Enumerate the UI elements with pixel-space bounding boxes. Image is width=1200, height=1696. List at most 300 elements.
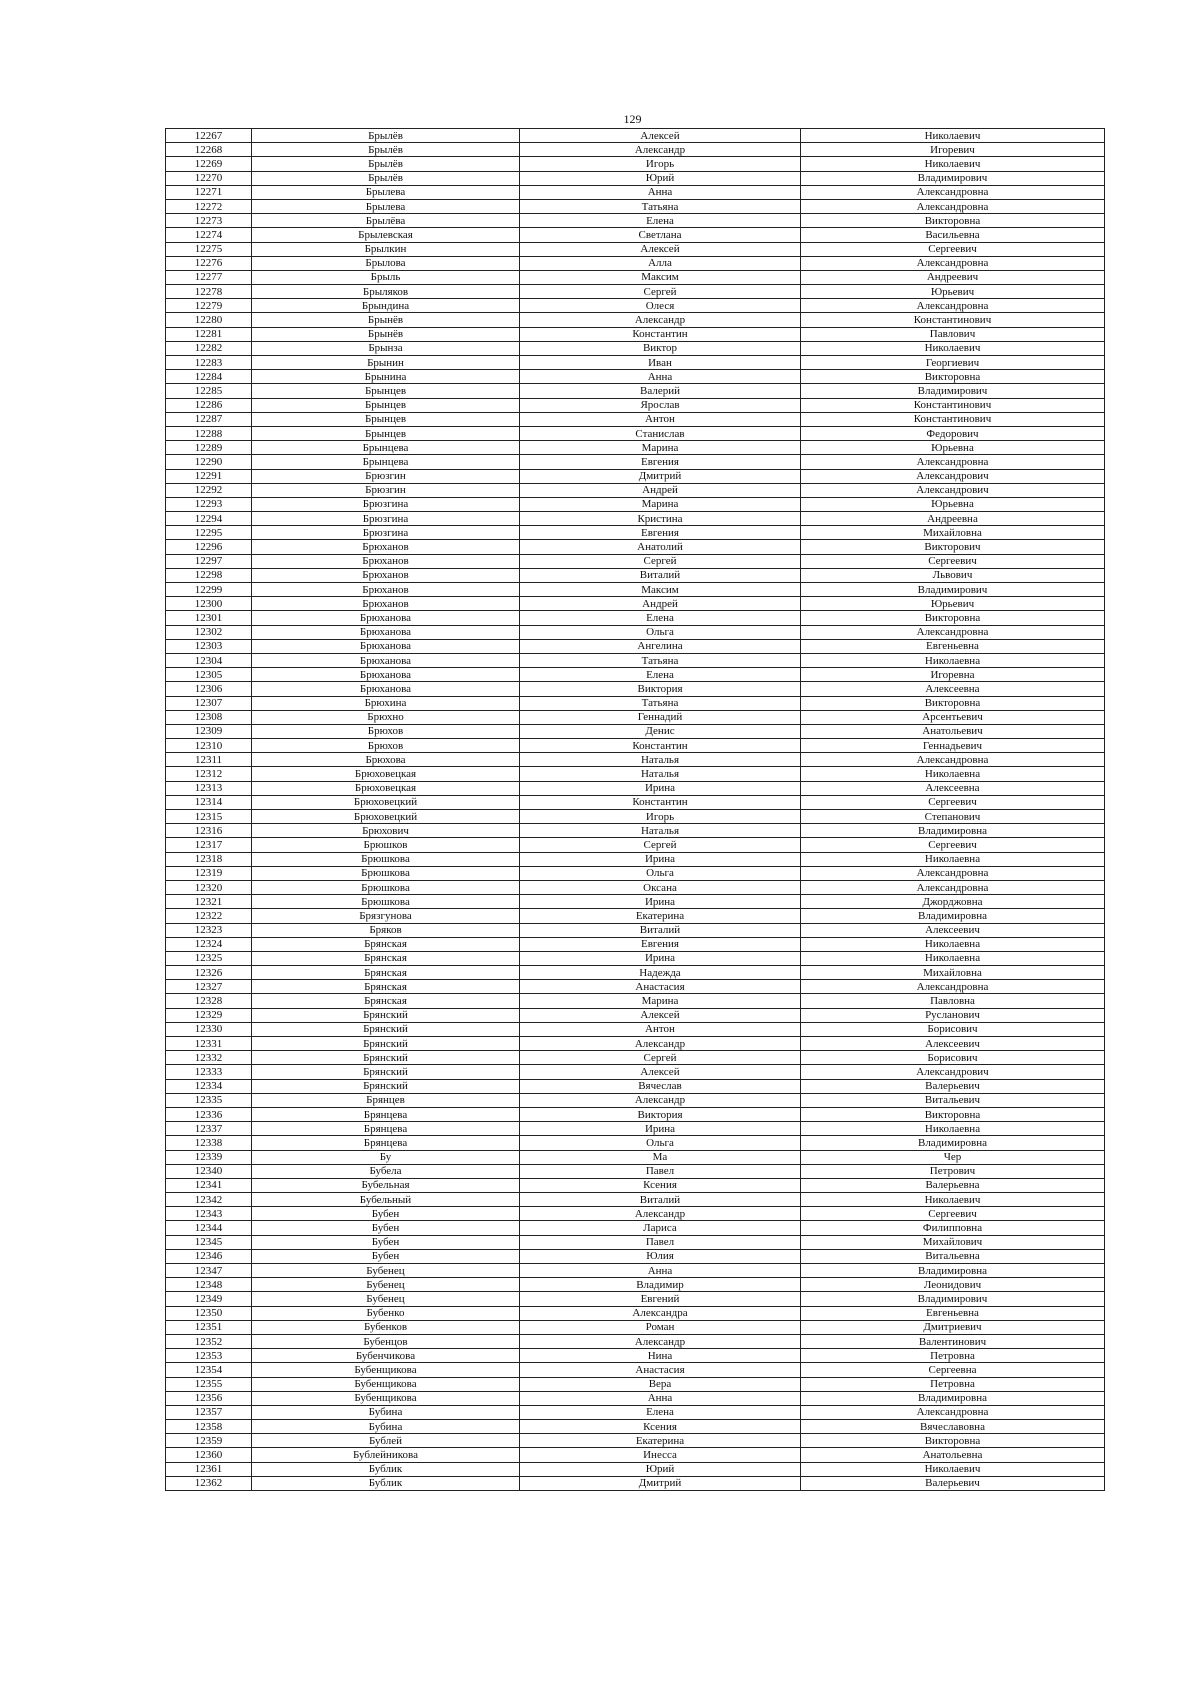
given-name-cell: Вячеслав (520, 1079, 801, 1093)
table-row (166, 1349, 1105, 1363)
surname-cell: Бу (252, 1150, 520, 1164)
patronymic-cell: Вячеславовна (801, 1420, 1105, 1434)
table-row (166, 895, 1105, 909)
table-row (166, 866, 1105, 880)
row-number-cell: 12312 (166, 767, 252, 781)
row-number-cell: 12352 (166, 1334, 252, 1348)
table-row (166, 824, 1105, 838)
patronymic-cell: Сергеевич (801, 242, 1105, 256)
row-number-cell: 12267 (166, 129, 252, 143)
given-name-cell: Ярослав (520, 398, 801, 412)
row-number-cell: 12269 (166, 157, 252, 171)
given-name-cell: Наталья (520, 767, 801, 781)
row-number-cell: 12305 (166, 668, 252, 682)
patronymic-cell: Васильевна (801, 228, 1105, 242)
patronymic-cell: Александрович (801, 483, 1105, 497)
row-number-cell: 12299 (166, 583, 252, 597)
surname-cell: Бубенщикова (252, 1377, 520, 1391)
given-name-cell: Алла (520, 256, 801, 270)
patronymic-cell: Александровна (801, 753, 1105, 767)
table-row (166, 710, 1105, 724)
row-number-cell: 12324 (166, 937, 252, 951)
row-number-cell: 12318 (166, 852, 252, 866)
page-number: 129 (623, 112, 642, 126)
given-name-cell: Анна (520, 1264, 801, 1278)
patronymic-cell: Александровна (801, 299, 1105, 313)
patronymic-cell: Юрьевич (801, 597, 1105, 611)
surname-cell: Бубен (252, 1221, 520, 1235)
surname-cell: Бубенец (252, 1292, 520, 1306)
given-name-cell: Андрей (520, 483, 801, 497)
surname-cell: Брянская (252, 994, 520, 1008)
given-name-cell: Александра (520, 1306, 801, 1320)
given-name-cell: Марина (520, 994, 801, 1008)
table-row (166, 951, 1105, 965)
surname-cell: Брынцев (252, 398, 520, 412)
table-row (166, 214, 1105, 228)
table-row (166, 767, 1105, 781)
surname-cell: Брюхно (252, 710, 520, 724)
given-name-cell: Юлия (520, 1249, 801, 1263)
patronymic-cell: Львович (801, 568, 1105, 582)
given-name-cell: Марина (520, 441, 801, 455)
row-number-cell: 12325 (166, 951, 252, 965)
given-name-cell: Игорь (520, 157, 801, 171)
given-name-cell: Антон (520, 412, 801, 426)
row-number-cell: 12270 (166, 171, 252, 185)
surname-cell: Бубенко (252, 1306, 520, 1320)
row-number-cell: 12298 (166, 568, 252, 582)
patronymic-cell: Сергеевич (801, 795, 1105, 809)
given-name-cell: Елена (520, 611, 801, 625)
patronymic-cell: Евгеньевна (801, 1306, 1105, 1320)
patronymic-cell: Степанович (801, 810, 1105, 824)
row-number-cell: 12289 (166, 441, 252, 455)
surname-cell: Бубенец (252, 1264, 520, 1278)
surname-cell: Брянцев (252, 1093, 520, 1107)
row-number-cell: 12346 (166, 1249, 252, 1263)
surname-cell: Брюховецкая (252, 781, 520, 795)
patronymic-cell: Владимирович (801, 583, 1105, 597)
surname-cell: Бряков (252, 923, 520, 937)
table-row (166, 583, 1105, 597)
row-number-cell: 12303 (166, 639, 252, 653)
row-number-cell: 12286 (166, 398, 252, 412)
table-row (166, 1221, 1105, 1235)
surname-cell: Брынцева (252, 455, 520, 469)
surname-cell: Брюханов (252, 597, 520, 611)
surname-cell: Брянский (252, 1008, 520, 1022)
given-name-cell: Анастасия (520, 1363, 801, 1377)
patronymic-cell: Александровна (801, 625, 1105, 639)
surname-cell: Брянцева (252, 1136, 520, 1150)
patronymic-cell: Игоревна (801, 668, 1105, 682)
table-row (166, 838, 1105, 852)
surname-cell: Брынина (252, 370, 520, 384)
row-number-cell: 12322 (166, 909, 252, 923)
row-number-cell: 12271 (166, 185, 252, 199)
patronymic-cell: Игоревич (801, 143, 1105, 157)
table-row (166, 1207, 1105, 1221)
surname-cell: Брюшкова (252, 852, 520, 866)
patronymic-cell: Николаевна (801, 937, 1105, 951)
patronymic-cell: Владимирович (801, 1292, 1105, 1306)
table-row (166, 1377, 1105, 1391)
row-number-cell: 12294 (166, 512, 252, 526)
surname-cell: Брюховецкий (252, 810, 520, 824)
row-number-cell: 12292 (166, 483, 252, 497)
given-name-cell: Юрий (520, 171, 801, 185)
table-row (166, 1448, 1105, 1462)
patronymic-cell: Алексеевич (801, 1037, 1105, 1051)
given-name-cell: Ма (520, 1150, 801, 1164)
surname-cell: Брюханова (252, 625, 520, 639)
patronymic-cell: Николаевна (801, 653, 1105, 667)
row-number-cell: 12277 (166, 270, 252, 284)
given-name-cell: Марина (520, 497, 801, 511)
patronymic-cell: Константинович (801, 412, 1105, 426)
row-number-cell: 12272 (166, 199, 252, 213)
surname-cell: Брылёв (252, 129, 520, 143)
patronymic-cell: Константинович (801, 313, 1105, 327)
patronymic-cell: Владимировна (801, 1391, 1105, 1405)
row-number-cell: 12287 (166, 412, 252, 426)
row-number-cell: 12279 (166, 299, 252, 313)
given-name-cell: Евгения (520, 455, 801, 469)
surname-cell: Брынин (252, 356, 520, 370)
table-row (166, 426, 1105, 440)
row-number-cell: 12293 (166, 497, 252, 511)
surname-cell: Брянская (252, 937, 520, 951)
patronymic-cell: Михайлович (801, 1235, 1105, 1249)
patronymic-cell: Викторовна (801, 1434, 1105, 1448)
given-name-cell: Сергей (520, 285, 801, 299)
patronymic-cell: Павлович (801, 327, 1105, 341)
table-row (166, 199, 1105, 213)
table-row (166, 313, 1105, 327)
surname-cell: Бубен (252, 1235, 520, 1249)
surname-cell: Брылева (252, 199, 520, 213)
patronymic-cell: Александровна (801, 1405, 1105, 1419)
table-row (166, 1150, 1105, 1164)
table-row (166, 398, 1105, 412)
surname-cell: Брюзгина (252, 512, 520, 526)
patronymic-cell: Владимировна (801, 909, 1105, 923)
given-name-cell: Валерий (520, 384, 801, 398)
given-name-cell: Ольга (520, 1136, 801, 1150)
given-name-cell: Алексей (520, 1008, 801, 1022)
patronymic-cell: Александровна (801, 256, 1105, 270)
row-number-cell: 12304 (166, 653, 252, 667)
surname-cell: Брянцева (252, 1122, 520, 1136)
patronymic-cell: Викторовна (801, 370, 1105, 384)
table-row (166, 1107, 1105, 1121)
given-name-cell: Александр (520, 1037, 801, 1051)
table-row (166, 412, 1105, 426)
row-number-cell: 12351 (166, 1320, 252, 1334)
table-row (166, 880, 1105, 894)
given-name-cell: Инесса (520, 1448, 801, 1462)
row-number-cell: 12314 (166, 795, 252, 809)
row-number-cell: 12335 (166, 1093, 252, 1107)
surname-cell: Брянская (252, 980, 520, 994)
given-name-cell: Павел (520, 1235, 801, 1249)
patronymic-cell: Викторовна (801, 214, 1105, 228)
table-row (166, 526, 1105, 540)
surname-cell: Брюханова (252, 682, 520, 696)
patronymic-cell: Алексеевна (801, 682, 1105, 696)
given-name-cell: Наталья (520, 824, 801, 838)
patronymic-cell: Георгиевич (801, 356, 1105, 370)
surname-cell: Брюхов (252, 724, 520, 738)
table-row (166, 696, 1105, 710)
row-number-cell: 12361 (166, 1462, 252, 1476)
patronymic-cell: Алексеевна (801, 781, 1105, 795)
row-number-cell: 12301 (166, 611, 252, 625)
given-name-cell: Надежда (520, 966, 801, 980)
surname-cell: Брянцева (252, 1107, 520, 1121)
surname-cell: Брянский (252, 1065, 520, 1079)
given-name-cell: Сергей (520, 1051, 801, 1065)
table-row (166, 1434, 1105, 1448)
given-name-cell: Константин (520, 739, 801, 753)
row-number-cell: 12307 (166, 696, 252, 710)
given-name-cell: Анатолий (520, 540, 801, 554)
registry-table (165, 128, 1105, 1491)
given-name-cell: Александр (520, 1334, 801, 1348)
table-row (166, 1022, 1105, 1036)
table-row (166, 753, 1105, 767)
table-row (166, 1278, 1105, 1292)
given-name-cell: Анастасия (520, 980, 801, 994)
patronymic-cell: Сергеевич (801, 838, 1105, 852)
patronymic-cell: Юрьевич (801, 285, 1105, 299)
given-name-cell: Светлана (520, 228, 801, 242)
patronymic-cell: Леонидович (801, 1278, 1105, 1292)
table-row (166, 724, 1105, 738)
surname-cell: Брюшкова (252, 895, 520, 909)
patronymic-cell: Николаевич (801, 341, 1105, 355)
surname-cell: Брюханова (252, 611, 520, 625)
row-number-cell: 12311 (166, 753, 252, 767)
row-number-cell: 12347 (166, 1264, 252, 1278)
row-number-cell: 12345 (166, 1235, 252, 1249)
table-row (166, 1363, 1105, 1377)
patronymic-cell: Александрович (801, 469, 1105, 483)
table-row (166, 1320, 1105, 1334)
patronymic-cell: Андреевич (801, 270, 1105, 284)
table-row (166, 455, 1105, 469)
table-row (166, 483, 1105, 497)
table-row (166, 1462, 1105, 1476)
surname-cell: Брюзгина (252, 526, 520, 540)
table-row (166, 497, 1105, 511)
surname-cell: Брюханова (252, 668, 520, 682)
table-row (166, 1334, 1105, 1348)
surname-cell: Брюханов (252, 540, 520, 554)
table-row (166, 1122, 1105, 1136)
row-number-cell: 12348 (166, 1278, 252, 1292)
patronymic-cell: Александровна (801, 980, 1105, 994)
given-name-cell: Лариса (520, 1221, 801, 1235)
given-name-cell: Виктория (520, 682, 801, 696)
table-row (166, 1037, 1105, 1051)
row-number-cell: 12338 (166, 1136, 252, 1150)
patronymic-cell: Валентинович (801, 1334, 1105, 1348)
patronymic-cell: Филипповна (801, 1221, 1105, 1235)
surname-cell: Брылкин (252, 242, 520, 256)
patronymic-cell: Викторович (801, 540, 1105, 554)
table-row (166, 937, 1105, 951)
surname-cell: Бубина (252, 1420, 520, 1434)
patronymic-cell: Чер (801, 1150, 1105, 1164)
table-row (166, 469, 1105, 483)
patronymic-cell: Викторовна (801, 1107, 1105, 1121)
table-row (166, 1193, 1105, 1207)
given-name-cell: Евгения (520, 937, 801, 951)
row-number-cell: 12332 (166, 1051, 252, 1065)
table-row (166, 540, 1105, 554)
row-number-cell: 12353 (166, 1349, 252, 1363)
surname-cell: Брюхов (252, 739, 520, 753)
given-name-cell: Константин (520, 795, 801, 809)
patronymic-cell: Николаевна (801, 1122, 1105, 1136)
patronymic-cell: Юрьевна (801, 497, 1105, 511)
given-name-cell: Максим (520, 270, 801, 284)
table-row (166, 256, 1105, 270)
given-name-cell: Анна (520, 1391, 801, 1405)
row-number-cell: 12359 (166, 1434, 252, 1448)
given-name-cell: Алексей (520, 242, 801, 256)
row-number-cell: 12323 (166, 923, 252, 937)
surname-cell: Бублик (252, 1476, 520, 1490)
patronymic-cell: Николаевна (801, 767, 1105, 781)
given-name-cell: Елена (520, 1405, 801, 1419)
patronymic-cell: Арсентьевич (801, 710, 1105, 724)
surname-cell: Брылёв (252, 143, 520, 157)
row-number-cell: 12337 (166, 1122, 252, 1136)
patronymic-cell: Николаевна (801, 951, 1105, 965)
given-name-cell: Нина (520, 1349, 801, 1363)
table-row (166, 1051, 1105, 1065)
given-name-cell: Екатерина (520, 1434, 801, 1448)
surname-cell: Брындина (252, 299, 520, 313)
surname-cell: Бублей (252, 1434, 520, 1448)
row-number-cell: 12330 (166, 1022, 252, 1036)
row-number-cell: 12281 (166, 327, 252, 341)
row-number-cell: 12283 (166, 356, 252, 370)
row-number-cell: 12308 (166, 710, 252, 724)
table-row (166, 228, 1105, 242)
patronymic-cell: Владимировна (801, 1264, 1105, 1278)
given-name-cell: Дмитрий (520, 469, 801, 483)
row-number-cell: 12280 (166, 313, 252, 327)
table-row (166, 1391, 1105, 1405)
patronymic-cell: Александровна (801, 199, 1105, 213)
patronymic-cell: Джорджовна (801, 895, 1105, 909)
table-row (166, 1164, 1105, 1178)
surname-cell: Брянская (252, 951, 520, 965)
table-row (166, 625, 1105, 639)
row-number-cell: 12357 (166, 1405, 252, 1419)
row-number-cell: 12274 (166, 228, 252, 242)
row-number-cell: 12339 (166, 1150, 252, 1164)
table-row (166, 966, 1105, 980)
row-number-cell: 12291 (166, 469, 252, 483)
table-row (166, 512, 1105, 526)
surname-cell: Бубенцов (252, 1334, 520, 1348)
given-name-cell: Татьяна (520, 199, 801, 213)
surname-cell: Брюзгин (252, 483, 520, 497)
patronymic-cell: Юрьевна (801, 441, 1105, 455)
surname-cell: Бублейникова (252, 1448, 520, 1462)
given-name-cell: Виталий (520, 923, 801, 937)
row-number-cell: 12275 (166, 242, 252, 256)
given-name-cell: Денис (520, 724, 801, 738)
surname-cell: Бубенец (252, 1278, 520, 1292)
given-name-cell: Анна (520, 185, 801, 199)
row-number-cell: 12284 (166, 370, 252, 384)
surname-cell: Брюшкова (252, 866, 520, 880)
row-number-cell: 12328 (166, 994, 252, 1008)
given-name-cell: Ирина (520, 781, 801, 795)
patronymic-cell: Валерьевич (801, 1079, 1105, 1093)
surname-cell: Брянский (252, 1051, 520, 1065)
row-number-cell: 12319 (166, 866, 252, 880)
given-name-cell: Анна (520, 370, 801, 384)
given-name-cell: Елена (520, 214, 801, 228)
table-row (166, 341, 1105, 355)
row-number-cell: 12297 (166, 554, 252, 568)
given-name-cell: Роман (520, 1320, 801, 1334)
patronymic-cell: Михайловна (801, 966, 1105, 980)
row-number-cell: 12342 (166, 1193, 252, 1207)
table-row (166, 270, 1105, 284)
surname-cell: Брюшков (252, 838, 520, 852)
given-name-cell: Татьяна (520, 696, 801, 710)
given-name-cell: Виталий (520, 568, 801, 582)
row-number-cell: 12285 (166, 384, 252, 398)
patronymic-cell: Борисович (801, 1022, 1105, 1036)
row-number-cell: 12290 (166, 455, 252, 469)
row-number-cell: 12340 (166, 1164, 252, 1178)
table-row (166, 1235, 1105, 1249)
patronymic-cell: Владимирович (801, 171, 1105, 185)
patronymic-cell: Алексеевич (801, 923, 1105, 937)
patronymic-cell: Сергеевич (801, 554, 1105, 568)
row-number-cell: 12333 (166, 1065, 252, 1079)
given-name-cell: Татьяна (520, 653, 801, 667)
table-row (166, 1405, 1105, 1419)
given-name-cell: Евгений (520, 1292, 801, 1306)
table-row (166, 909, 1105, 923)
table-row (166, 157, 1105, 171)
patronymic-cell: Федорович (801, 426, 1105, 440)
surname-cell: Брылева (252, 185, 520, 199)
row-number-cell: 12336 (166, 1107, 252, 1121)
row-number-cell: 12302 (166, 625, 252, 639)
table-row (166, 441, 1105, 455)
table-row (166, 795, 1105, 809)
given-name-cell: Ангелина (520, 639, 801, 653)
surname-cell: Бубельная (252, 1178, 520, 1192)
patronymic-cell: Валерьевна (801, 1178, 1105, 1192)
given-name-cell: Ольга (520, 866, 801, 880)
row-number-cell: 12362 (166, 1476, 252, 1490)
table-row (166, 1420, 1105, 1434)
surname-cell: Бубина (252, 1405, 520, 1419)
table-row (166, 1264, 1105, 1278)
